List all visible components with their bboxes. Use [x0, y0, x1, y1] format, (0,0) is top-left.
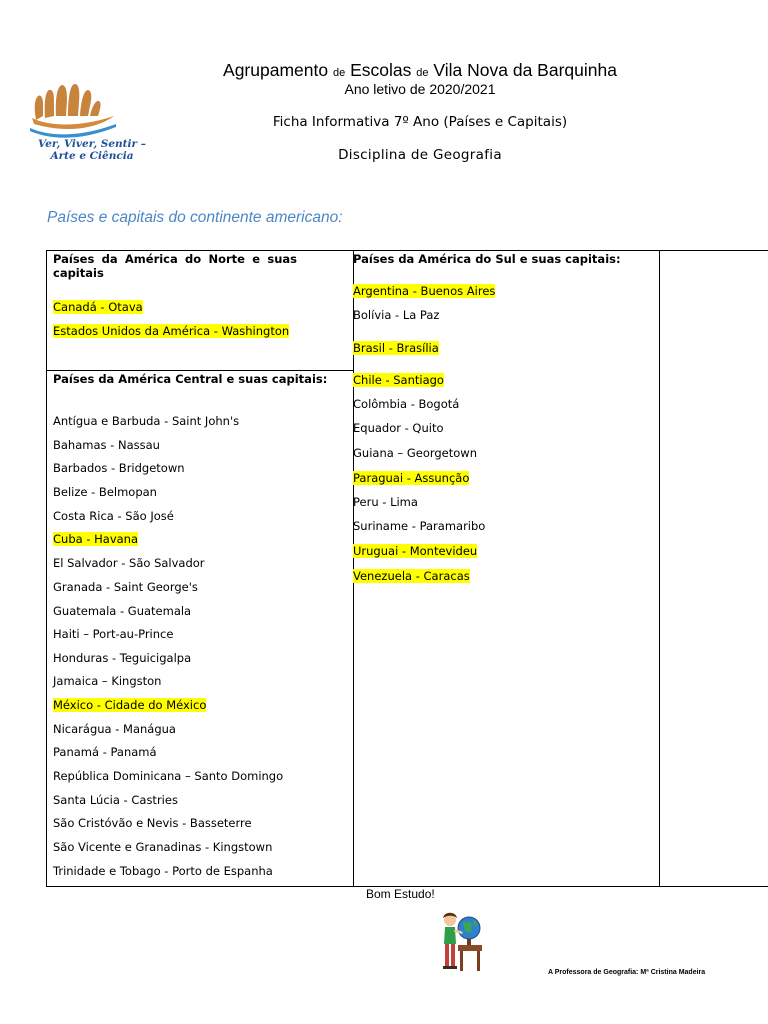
table-border-left [46, 250, 47, 887]
central-item: Honduras - Teguicigalpa [53, 651, 192, 665]
school-word-small: de [416, 67, 429, 79]
motto-line-1: Ver, Viver, Sentir – [38, 138, 146, 150]
north-america-item: Canadá - Otava [53, 300, 143, 314]
central-item: República Dominicana – Santo Domingo [53, 769, 284, 783]
central-america-cell [53, 372, 349, 884]
central-item: Haiti – Port-au-Prince [53, 627, 174, 641]
girl-with-globe-icon [436, 906, 490, 980]
south-item: Equador - Quito [353, 421, 444, 435]
central-item: México - Cidade do México [53, 698, 207, 712]
countries-table [46, 250, 768, 887]
central-item: Bahamas - Nassau [53, 438, 160, 452]
teacher-signature: A Professora de Geografia: Mª Cristina Madeira [548, 969, 706, 976]
bom-estudo-text: Bom Estudo! [366, 887, 435, 901]
table-row-divider [46, 370, 354, 371]
south-item: Suriname - Paramaribo [353, 519, 486, 533]
school-word: Escolas [350, 60, 412, 80]
south-item: Colômbia - Bogotá [353, 397, 460, 411]
south-item: Guiana – Georgetown [353, 446, 478, 460]
south-item: Bolívia - La Paz [353, 308, 440, 322]
table-divider-2 [659, 250, 660, 887]
south-item: Chile - Santiago [353, 373, 444, 387]
school-word-small: de [332, 67, 346, 79]
logo-motto [22, 138, 162, 162]
south-item: Venezuela - Caracas [353, 569, 470, 583]
central-item: Santa Lúcia - Castries [53, 793, 178, 807]
south-item: Peru - Lima [353, 495, 418, 509]
south-america-cell [353, 252, 653, 882]
central-item: Trinidade e Tobago - Porto de Espanha [53, 864, 273, 878]
discipline-title: Disciplina de Geografia [338, 147, 502, 163]
north-america-item: Estados Unidos da América - Washington [53, 324, 290, 338]
table-border-bottom [46, 886, 354, 887]
school-word: Vila Nova da Barquinha [433, 60, 617, 80]
central-item: Granada - Saint George's [53, 580, 198, 594]
central-item: Cuba - Havana [53, 532, 139, 546]
school-name [160, 60, 680, 81]
central-item: Panamá - Panamá [53, 745, 157, 759]
central-item: Guatemala - Guatemala [53, 604, 192, 618]
motto-line-2: Arte e Ciência [50, 150, 134, 162]
central-america-heading: Países da América Central e suas capitais: [53, 372, 328, 386]
central-item: El Salvador - São Salvador [53, 556, 205, 570]
central-item: São Cristóvão e Nevis - Basseterre [53, 816, 252, 830]
south-america-heading: Países da América do Sul e suas capitais: [353, 252, 621, 266]
central-item: São Vicente e Granadinas - Kingstown [53, 840, 273, 854]
school-logo-hands-icon [28, 78, 118, 138]
central-item: Jamaica – Kingston [53, 674, 162, 688]
north-america-cell [53, 252, 297, 367]
page-subtitle: Países e capitais do continente americano: [47, 209, 343, 226]
south-item: Brasil - Brasília [353, 341, 439, 355]
central-item: Antígua e Barbuda - Saint John's [53, 414, 240, 428]
south-item: Paraguai - Assunção [353, 471, 470, 485]
south-item: Uruguai - Montevideu [353, 544, 478, 558]
central-item: Barbados - Bridgetown [53, 461, 185, 475]
school-year: Ano letivo de 2020/2021 [344, 81, 496, 97]
central-item: Costa Rica - São José [53, 509, 174, 523]
central-item: Belize - Belmopan [53, 485, 157, 499]
worksheet-title: Ficha Informativa 7º Ano (Países e Capitais) [272, 114, 568, 130]
north-america-heading: Países da América do Norte e suas capitais [53, 252, 297, 280]
south-item: Argentina - Buenos Aires [353, 284, 496, 298]
central-item: Nicarágua - Manágua [53, 722, 176, 736]
school-word: Agrupamento [223, 60, 329, 80]
